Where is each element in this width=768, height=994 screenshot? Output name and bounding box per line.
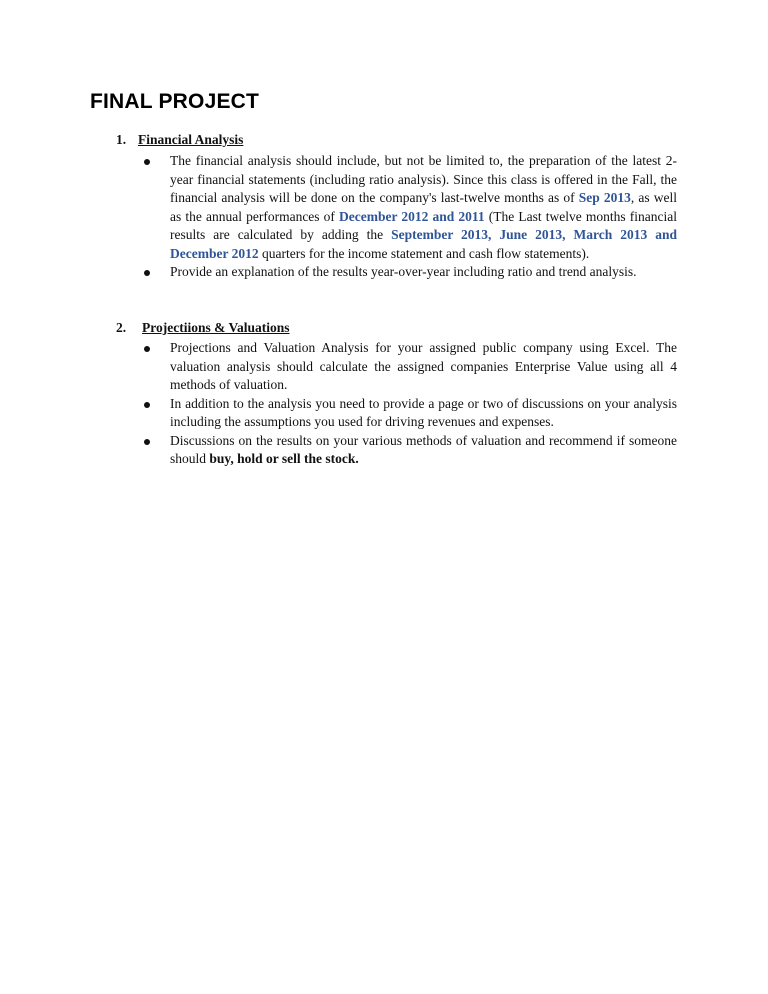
bullet-text: Provide an explanation of the results year-over-year including ratio and trend analysis. — [170, 264, 637, 279]
list-item — [140, 432, 677, 469]
bullet-text: , as well as the annual performances of — [170, 190, 678, 224]
page-title: FINAL PROJECT — [90, 90, 260, 113]
bullet-icon — [144, 402, 150, 408]
highlight-date: September 2013, June 2013, March 2013 and December 2012 — [170, 227, 677, 261]
bullet-text: Discussions on the results on your various methods of valuation and recommend if someone should — [170, 432, 677, 466]
section-heading-projections-valuations — [116, 320, 290, 336]
bullet-icon — [144, 346, 150, 352]
section-number: 2. — [116, 320, 127, 335]
list-item — [140, 339, 677, 395]
bullet-text: (The Last twelve months financial results are calculated by adding the — [170, 208, 677, 242]
section-title: Financial Analysis — [138, 132, 244, 147]
section-number: 1. — [116, 132, 127, 147]
bullet-icon — [144, 159, 150, 165]
section-2-bullet-list — [140, 339, 677, 469]
list-item — [140, 152, 677, 263]
bold-recommendation: buy, hold or sell the stock. — [209, 451, 359, 466]
bullet-text: The financial analysis should include, but not be limited to, the preparation of the latest 2-year financial statements (including ratio analysis). Since this class is offered in the Fall, the financial analysis will be done on the company's last-twelve months as of — [170, 153, 677, 205]
bullet-text: quarters for the income statement and cash flow statements). — [258, 245, 590, 261]
section-1-bullet-list — [140, 152, 677, 282]
bullet-text: Projections and Valuation Analysis for your assigned public company using Excel. The valuation analysis should calculate the assigned companies Enterprise Value using all 4 methods of valuation. — [170, 340, 677, 392]
highlight-date: December 2012 and 2011 — [339, 208, 485, 224]
bullet-icon — [144, 270, 150, 276]
section-heading-financial-analysis — [116, 132, 243, 148]
section-title: Projectiions & Valuations — [142, 320, 290, 335]
bullet-text: In addition to the analysis you need to provide a page or two of discussions on your analysis including the assumptions you used for driving revenues and expenses. — [170, 395, 677, 429]
bullet-icon — [144, 439, 150, 445]
list-item — [140, 263, 677, 282]
list-item — [140, 395, 677, 432]
highlight-date: Sep 2013 — [578, 190, 631, 205]
